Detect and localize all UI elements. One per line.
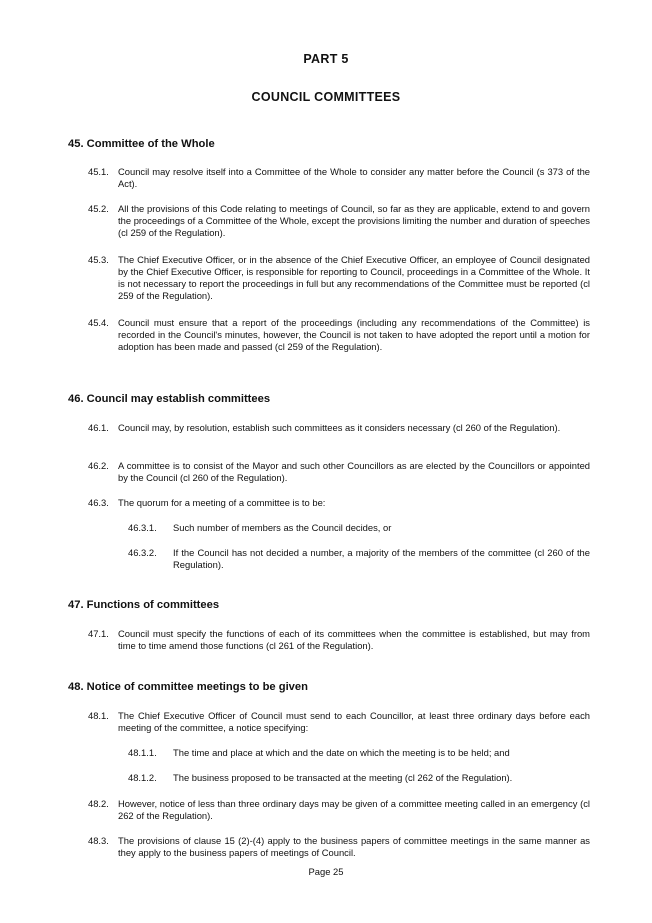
section-heading-45: 45. Committee of the Whole <box>68 138 215 150</box>
clause-text: Council may, by resolution, establish such committees as it considers necessary (cl 260 of the Regulation). <box>118 422 561 433</box>
clause-text: All the provisions of this Code relating to meetings of Council, so far as they are applicable, extend to and govern the proceedings of a Committee of the Whole, except the provisions limiting the number and duration of speeches (cl 259 of the Regulation). <box>118 203 590 238</box>
clause-46-2 <box>88 460 590 484</box>
clause-number: 48.2. <box>88 798 109 809</box>
part-number: PART 5 <box>303 52 349 66</box>
clause-48-2 <box>88 798 590 822</box>
clause-45-1 <box>88 166 590 190</box>
clause-number: 48.3. <box>88 835 109 846</box>
clause-48-1 <box>88 710 590 734</box>
clause-number: 47.1. <box>88 628 109 639</box>
clause-number: 45.3. <box>88 254 109 265</box>
clause-text: The Chief Executive Officer, or in the absence of the Chief Executive Officer, an employee of Council designated by the Chief Executive Officer, is responsible for reporting to Council, proceedings in a Committee of the Whole. It is not necessary to report the proceedings in full but any recommendations of the Committee must be reported (cl 259 of the Regulation). <box>118 254 590 301</box>
clause-46-1 <box>88 422 590 434</box>
clause-45-3 <box>88 254 590 302</box>
clause-48-1-1 <box>128 747 590 759</box>
clause-text: A committee is to consist of the Mayor and such other Councillors as are elected by the Councillors or appointed by the Council (cl 260 of the Regulation). <box>118 460 590 483</box>
clause-number: 48.1. <box>88 710 109 721</box>
clause-number: 46.3. <box>88 497 109 508</box>
clause-text: Council may resolve itself into a Committee of the Whole to consider any matter before the Council (s 373 of the Act). <box>118 166 590 189</box>
clause-number: 45.2. <box>88 203 109 214</box>
clause-text: Council must specify the functions of each of its committees when the committee is established, but may from time to time amend those functions (cl 261 of the Regulation). <box>118 628 590 651</box>
clause-number: 45.1. <box>88 166 109 177</box>
section-heading-46: 46. Council may establish committees <box>68 393 271 405</box>
clause-text: Such number of members as the Council decides, or <box>173 522 392 533</box>
clause-48-3 <box>88 835 590 859</box>
clause-45-4 <box>88 317 590 353</box>
clause-48-1-2 <box>128 772 590 784</box>
section-heading-47: 47. Functions of committees <box>68 599 220 611</box>
section-heading-48: 48. Notice of committee meetings to be given <box>68 681 308 693</box>
clause-number: 46.1. <box>88 422 109 433</box>
clause-number: 46.3.2. <box>128 547 157 558</box>
clause-46-3 <box>88 497 590 509</box>
clause-number: 46.3.1. <box>128 522 157 533</box>
clause-text: Council must ensure that a report of the proceedings (including any recommendations of the Committee) is recorded in the Council's minutes, however, the Council is not taken to have adopted the report until a motion for adoption has been made and passed (cl 259 of the Regulation). <box>118 317 590 352</box>
clause-number: 46.2. <box>88 460 109 471</box>
clause-text: The business proposed to be transacted at the meeting (cl 262 of the Regulation). <box>173 772 513 783</box>
part-title: COUNCIL COMMITTEES <box>251 90 401 104</box>
clause-47-1 <box>88 628 590 652</box>
clause-46-3-1 <box>128 522 590 534</box>
clause-text: However, notice of less than three ordinary days may be given of a committee meeting called in an emergency (cl 262 of the Regulation). <box>118 798 590 821</box>
clause-46-3-2 <box>128 547 590 571</box>
clause-number: 48.1.2. <box>128 772 157 783</box>
clause-text: The quorum for a meeting of a committee is to be: <box>118 497 326 508</box>
clause-number: 48.1.1. <box>128 747 157 758</box>
clause-text: The provisions of clause 15 (2)-(4) apply to the business papers of committee meetings in the same manner as they apply to the business papers of meetings of Council. <box>118 835 590 858</box>
clause-number: 45.4. <box>88 317 109 328</box>
clause-45-2 <box>88 203 590 239</box>
clause-text: If the Council has not decided a number, a majority of the members of the committee (cl 260 of the Regulation). <box>173 547 590 570</box>
clause-text: The Chief Executive Officer of Council must send to each Councillor, at least three ordinary days before each meeting of the committee, a notice specifying: <box>118 710 590 733</box>
page-number: Page 25 <box>308 866 344 877</box>
clause-text: The time and place at which and the date on which the meeting is to be held; and <box>173 747 510 758</box>
